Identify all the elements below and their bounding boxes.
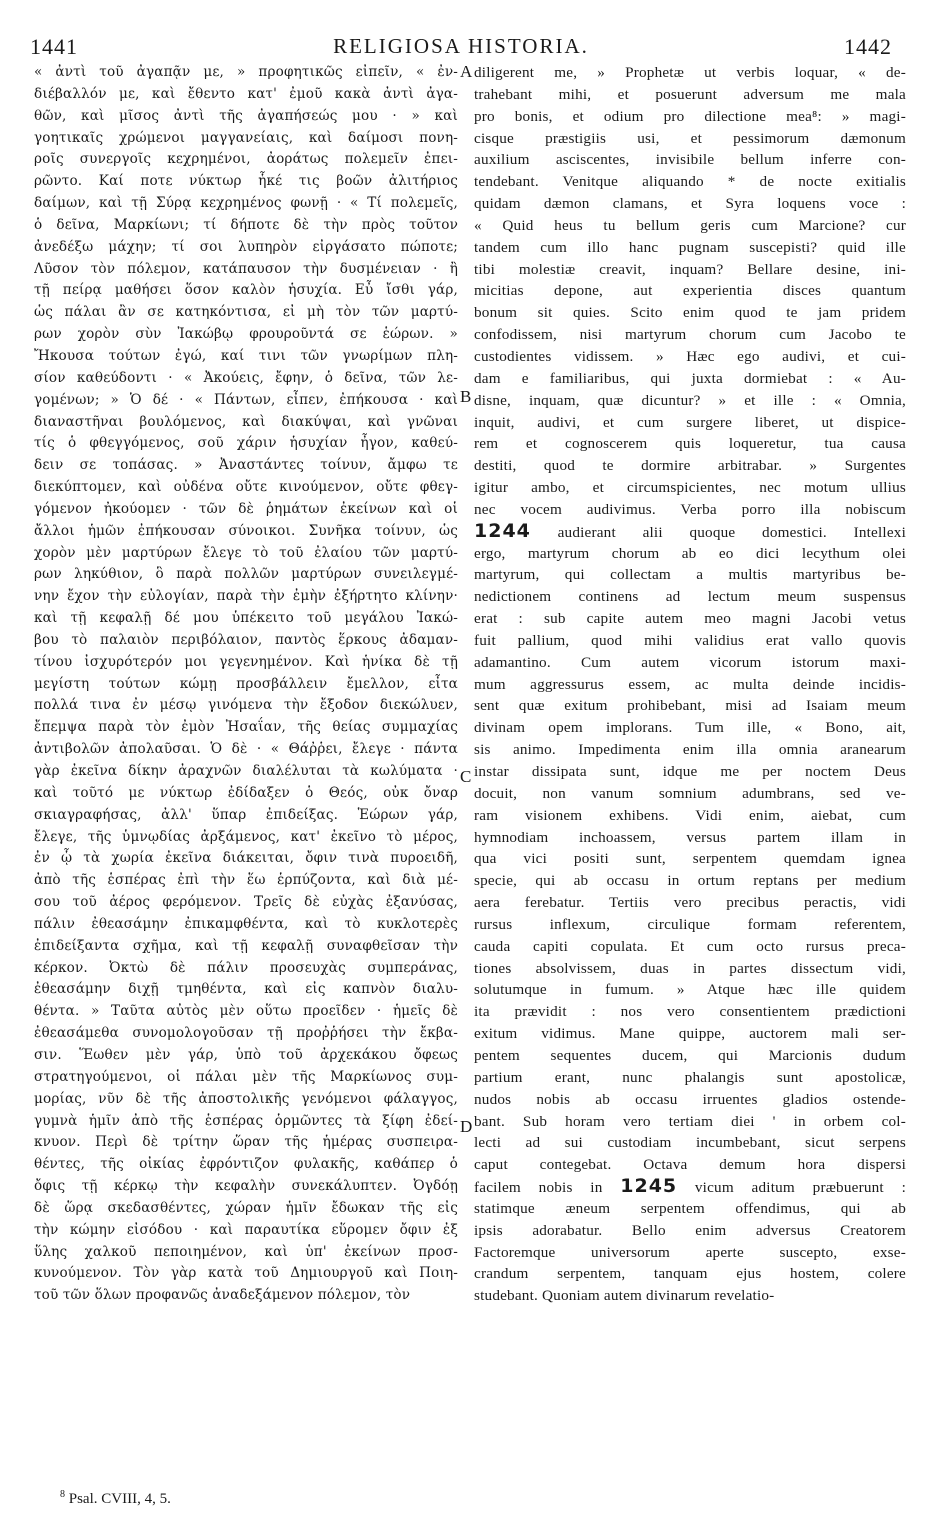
greek-text-line: τίνου ἰσχυρότερόν μοι γεγενημένον. Καὶ ἡνίκα δὲ τῇ: [34, 653, 458, 670]
latin-text-line: inquit, audivi, et cum surgere liberet, ut dispice-: [474, 413, 906, 431]
greek-text-line: διέβαλλόν με, καὶ ἔθεντο κατ' ἐμοῦ κακὰ ἀντὶ ἀγα-: [34, 85, 458, 102]
latin-text-line: ipsis adorabatur. Bello enim adversus Creatorem: [474, 1221, 906, 1239]
greek-text-line: γὰρ ἐκεῖνα δίκην ἀραχνῶν διαλέλυται τὰ κωλύματα ·: [34, 763, 458, 779]
latin-text-line: igitur ambo, et circumspicientes, nec motum ullius: [474, 479, 906, 497]
latin-text-line: tandem cum illo hanc pugnam suscepisti? quid ille: [474, 238, 906, 256]
latin-text-line: micitias depone, aut experientia disces quantum: [474, 282, 906, 300]
greek-text-line: κέρκον. Ὀκτὼ δὲ πάλιν προσευχὰς συμπεράνας,: [34, 959, 458, 976]
latin-text-line: nedictionem continens ad lectum meum suspensus: [474, 588, 906, 606]
latin-text-line: hymnodiam inchoassem, versus partem illam in: [474, 828, 906, 846]
greek-text-line: τῇ πείρᾳ μαθήσει ὅσον καλὸν ἡσυχία. Εὖ ἴσθι γάρ,: [34, 282, 458, 299]
latin-text-line: quidam dæmon clamans, et Syra loquens voce :: [474, 195, 906, 213]
margin-marker-c: C: [460, 767, 472, 786]
latin-text-line: diligerent me, » Prophetæ ut verbis loquar, « de-: [474, 64, 906, 81]
greek-text-line: ρων ληκύθιον, ὃ παρὰ πολλῶν μαρτύρων συνειλεγμέ-: [34, 566, 458, 583]
latin-text-line: facilem nobis in 1245 vicum aditum præbuerunt :: [474, 1176, 906, 1198]
latin-text-line: pro bonis, et odium pro dilectione mea⁸: » magi-: [474, 107, 906, 125]
latin-text-line: aera ferebatur. Tertiis vero precibus peractis, vidi: [474, 894, 906, 912]
greek-text-line: ὡς πάλαι ἂν σε κατηκόντισα, εἰ μὴ τὸν τῶν μαρτύ-: [34, 304, 458, 321]
latin-column: [474, 62, 906, 1307]
greek-text-line: γομένων; » Ὁ δέ · « Πάντων, εἶπεν, ἐπήκουσα · καὶ: [34, 391, 458, 408]
greek-text-line: ἀπὸ τῆς ἑσπέρας ἐπὶ τὴν ἕω ἑρπύζοντα, καὶ διὰ μέ-: [34, 872, 458, 889]
latin-text-line: studebant. Quoniam autem divinarum revelatio-: [474, 1287, 775, 1305]
latin-text-line: erat : sub capite autem meo magni Jacobi vetus: [474, 610, 906, 628]
greek-column: [34, 62, 458, 1307]
greek-text-line: τὴν κώμην εἰσόδου · καὶ παραυτίκα εὕρομεν ὄφιν ἐξ: [34, 1221, 458, 1238]
greek-text-line: ἔπεμψα παρὰ τὸν ἐμὸν Ἠσαΐαν, τῆς θείας συμμαχίας: [34, 719, 458, 736]
greek-text-line: ἐπιδείξαντα σχῆμα, καὶ τῇ κεφαλῇ συναφθεῖσαν τὴν: [34, 937, 458, 954]
latin-text-line: sis animo. Impedimenta enim illa omnia aranearum: [474, 741, 906, 759]
latin-text-line: dam e familiaribus, qui juxta dormiebat : « Au-: [474, 369, 906, 387]
latin-text-line: disne, inquam, quæ dicuntur? » et ille : « Omnia,: [474, 391, 906, 409]
greek-text-line: καὶ τῇ κεφαλῇ δέ μου ὑπέκειτο τοῦ μεγάλου Ἰακώ-: [34, 610, 458, 627]
footnote-mark: 8: [60, 1489, 65, 1500]
margin-marker-b: B: [460, 387, 472, 406]
greek-text-line: ἐν ᾧ τὰ χωρία ἐκεῖνα διάκειται, ὄφιν τινὰ πυροειδῆ,: [34, 850, 458, 867]
latin-text-line: ergo, martyrum chorum ab eo dici lecythum olei: [474, 544, 906, 562]
greek-text-line: θῶν, καὶ μῖσος ἀντὶ τῆς ἀγαπήσεώς μου · » καὶ: [34, 107, 458, 124]
latin-text-line: tendebant. Venitque aliquando * de nocte exitialis: [474, 173, 906, 191]
margin-marker-a: A: [460, 62, 473, 81]
greek-text-line: θέντα. » Ταῦτα αὐτὸς μὲν οὕτω προεῖδεν · ἡμεῖς δὲ: [34, 1003, 458, 1020]
greek-text-line: σκιαγραφήσας, ἀλλ' ὕπαρ ἐπιδείξας. Ἑώρων γάρ,: [34, 806, 458, 823]
greek-text-line: σίον καθεύδοντι · « Ἀκούεις, ἔφην, ὁ δεῖνα, τῶν λε-: [34, 369, 458, 386]
greek-text-line: γοητικαῖς χρώμενοι μαγγανείαις, καὶ δαίμοσι πονη-: [34, 129, 458, 146]
greek-text-line: διαναστῆναι βουλόμενος, καὶ διακύψαι, καὶ γνῶναι: [34, 413, 458, 430]
greek-text-line: ἐθεασάμεθα συνομολογοῦσαν τῇ προῤῥήσει τὴν ἔκβα-: [34, 1025, 458, 1042]
greek-text-line: γυμνὰ ἡμῖν ἀπὸ τῆς ἑσπέρας ὁρμῶντες τὰ ξίφη ἐδεί-: [34, 1112, 458, 1129]
latin-text-line: partium erant, nunc phalangis sunt apostolicæ,: [474, 1068, 906, 1086]
greek-text-line: σιν. Ἕωθεν μὲν γάρ, ὑπὸ τοῦ ἀρχεκάκου ὄφεως: [34, 1046, 458, 1063]
column-number: 1245: [620, 1176, 678, 1198]
latin-text-line: cauda capiti copulata. Et cum octo rursus preca-: [474, 937, 906, 955]
latin-text-line: caput contegebat. Octava demum hora dispersi: [474, 1156, 906, 1174]
greek-text-line: ρῶντο. Καί ποτε νύκτωρ ἧκέ τις βοῶν ἀλιτήριος: [34, 173, 458, 190]
greek-text-line: ἀντιβολῶν ἀπολαῦσαι. Ὁ δὲ · « Θάῤῥει, ἔλεγε · πάντα: [34, 741, 458, 758]
latin-text-line: mum aggressurus essem, ac multa deinde incidis-: [474, 675, 906, 693]
latin-text-line: crandum serpentem, tanquam ejus hostem, colere: [474, 1265, 906, 1283]
greek-text-line: στρατηγούμενοι, οἱ πάλαι μὲν τῆς Μαρκίωνος συμ-: [34, 1068, 458, 1085]
greek-text-line: Ἤκουσα τούτων ἐγώ, καί τινι τῶν γνωρίμων πλη-: [34, 347, 458, 364]
greek-text-line: διεκύπτομεν, καὶ οὐδένα οὔτε κινούμενον, οὔτε φθεγ-: [34, 479, 458, 496]
latin-text-line: custodientes vidissem. » Hæc ego audivi, et cui-: [474, 347, 906, 365]
latin-text-line: solutumque in fumum. » Atque hæc ille quidem: [474, 981, 906, 999]
greek-text-line: ὕλης χαλκοῦ πεποιημένον, καὶ ὑπ' ἐκείνων προσ-: [34, 1243, 458, 1260]
greek-text-line: ἔλεγε, τῆς ὑμνῳδίας ἀρξάμενος, κατ' ἐκεῖνο τὸ μέρος,: [34, 828, 458, 845]
greek-text-line: νην ἔχον τὴν εὐλογίαν, παρὰ τὴν ἐμὴν ἐξήρτητο κλίνην·: [34, 588, 458, 605]
latin-text-line: docuit, non vanum somnium adumbrans, sed ve-: [474, 784, 906, 802]
latin-text-line: Factoremque universorum aperte suscepto, exse-: [474, 1243, 906, 1261]
greek-text-line: θέντες, τῆς οἰκίας ἐφρόντιζον φυλακῆς, καθάπερ ὁ: [34, 1156, 458, 1173]
latin-text-line: instar dissipata sunt, idque me per noctem Deus: [474, 763, 906, 780]
greek-text-line: ρων χορὸν σὺν Ἰακώβῳ φρουροῦντά σε ἑώρων. »: [34, 326, 458, 343]
running-title: RELIGIOSA HISTORIA.: [333, 34, 589, 58]
greek-text-line: σου τοῦ ἀέρος φερόμενον. Τρεῖς δὲ εὐχὰς ἐξανύσας,: [34, 894, 458, 911]
latin-text-line: martyrum, qui collectam a multis martyribus be-: [474, 566, 906, 584]
latin-text-line: pentem sequentes ducem, qui Marcionis dudum: [474, 1046, 906, 1064]
latin-text-line: auxilium asciscentes, invisibile bellum inferre con-: [474, 151, 906, 169]
greek-text-line: Λῦσον τὸν πόλεμον, κατάπαυσον τὴν δυσμένειαν · ἢ: [34, 260, 458, 277]
greek-text-line: βου τὸ παλαιὸν περιβόλαιον, παντὸς ἕρκους ἀδαμαν-: [34, 631, 458, 648]
greek-text-line: ἀνεδέξω μάχην; τί σοι λυπηρὸν εἰργάσατο πώποτε;: [34, 238, 458, 255]
latin-text-line: qua vici positi sunt, serpentem quemdam igneа: [474, 850, 906, 868]
greek-text-line: ἄλλοι ἡμῶν ἐπήκουσαν σύνοικοι. Συνῆκα τοίνυν, ὡς: [34, 522, 458, 539]
latin-text-line: lecti ad sui custodiam incumbebant, sicut serpens: [474, 1134, 906, 1152]
page-number-left: 1441: [30, 34, 78, 59]
latin-text-line: statimque æneum serpentem offendimus, qui ab: [474, 1199, 906, 1217]
latin-text-line: adamantino. Cum autem vicorum istorum maxi-: [474, 653, 906, 671]
latin-text-line: nec vocem audivimus. Verba porro illa nobiscum: [474, 500, 906, 518]
latin-text-line: tiones absolvissem, duas in partes dissectum vidi,: [474, 959, 906, 977]
greek-text-line: μορίας, νῦν δὲ τῆς ἀποστολικῆς γενόμενοι φάλαγγος,: [34, 1090, 458, 1107]
greek-text-line: πάλιν ἐθεασάμην ἐπικαμφθέντα, καὶ τὸ κυκλοτερὲς: [34, 915, 458, 932]
latin-text-line: trahebant mihi, et posuerunt adversum me mala: [474, 85, 906, 103]
greek-text-line: δὲ ὥρᾳ σκεδασθέντες, χώραν ἡμῖν ἔδωκαν τῆς εἰς: [34, 1199, 458, 1216]
latin-text-line: tibi molestiæ creavit, inquam? Bellare desine, ini-: [474, 260, 906, 278]
margin-marker-d: D: [460, 1117, 473, 1136]
latin-text-line: bonum sit quies. Scito enim quod te jam pridem: [474, 304, 906, 322]
column-number: 1244: [474, 520, 531, 542]
latin-text-line: « Quid heus tu bellum geris cum Marcione? cur: [474, 216, 906, 234]
greek-text-line: καὶ τοῦτό με νύκτωρ ἐδίδαξεν ὁ Θεός, οὐκ ὄναρ: [34, 784, 458, 801]
latin-text-line: ram visionem exhibens. Vidi enim, aiebat, cum: [474, 806, 906, 824]
latin-text-line: confodissem, nisi martyrum chorum cum Jacobo te: [474, 326, 906, 344]
greek-text-line: ροῖς συνεργοῖς κεχρημένοι, ἀοράτως πολεμεῖν ἐπει-: [34, 151, 458, 168]
greek-text-line: ἐθεασάμην διχῇ τμηθέντα, καὶ εἰς καπνὸν διαλυ-: [34, 981, 458, 998]
footnote: [60, 1489, 171, 1508]
latin-text-line: specie, qui ab occasu in ortum reptans per medium: [474, 872, 906, 890]
greek-text-line: κνυον. Περὶ δὲ τρίτην ὥραν τῆς ἡμέρας συσπειρα-: [34, 1134, 458, 1151]
latin-text-line: fuit pallium, quod mihi validius erat vallo quovis: [474, 631, 906, 649]
greek-text-line: τίς ὁ φθεγγόμενος, σοῦ χάριν ἡσυχίαν ἦγον, καθεύ-: [34, 435, 458, 452]
latin-text-line: sent quæ exitum prohibebant, misi ad Isaiam meum: [474, 697, 906, 715]
greek-text-line: δαίμων, καὶ τῇ Σύρᾳ κεχρημένος φωνῇ · « Τί πολεμεῖς,: [34, 195, 458, 212]
latin-text-line: nudos nobis ab occasu irruentes gladios ostende-: [474, 1090, 906, 1108]
greek-text-line: πολλά τινα ἐν μέσῳ γινόμενα τὴν ἔξοδον διεκώλυεν,: [34, 697, 458, 714]
latin-text-line: exitum vidimus. Mane quippe, auctorem mali ser-: [474, 1025, 906, 1043]
greek-text-line: « ἀντὶ τοῦ ἀγαπᾷν με, » προφητικῶς εἰπεῖν, « ἐν-: [34, 64, 458, 80]
page-number-right: 1442: [844, 34, 892, 59]
latin-text-line: divinam opem implorans. Tum ille, « Bono, ait,: [474, 719, 906, 737]
latin-text-line: ita prævidit : nos vero consentientem prædictioni: [474, 1003, 906, 1021]
greek-text-line: τοῦ τῶν ὅλων προφανῶς ἀναδεξάμενον πόλεμον, τὸν: [34, 1287, 411, 1304]
running-header: [30, 34, 892, 64]
latin-text-line: rem et cognoscerem quis loqueretur, tua causa: [474, 435, 906, 453]
greek-text-line: κυνούμενον. Τὸν γὰρ κατὰ τοῦ Δημιουργοῦ καὶ Ποιη-: [34, 1265, 458, 1282]
greek-text-line: μεγίστη τούτων κώμῃ προσβάλλειν ἔμελλον, εἶτα: [34, 675, 458, 692]
latin-text-line: bant. Sub horam vero tertiam diei ' in orbem col-: [474, 1112, 906, 1130]
footnote-text: Psal. CVIII, 4, 5.: [68, 1491, 171, 1507]
latin-text-line: cisque præstigiis usi, et pessimorum dæmonum: [474, 129, 906, 147]
latin-text-line: rursus inflexum, circulique formam referentem,: [474, 915, 906, 933]
greek-text-line: γόμενον ἠκούομεν · τῶν δὲ ῥημάτων ἐκείνων καὶ οἱ: [34, 500, 458, 517]
greek-text-line: ὄφις τῇ κέρκῳ τὴν κεφαλὴν συνεκάλυπτεν. Ὀγδόῃ: [34, 1178, 458, 1195]
greek-text-line: χορὸν μὲν μαρτύρων ἔλεγε τὸ τοῦ ἐλαίου τῶν μαρτύ-: [34, 544, 458, 561]
greek-text-line: ὁ δεῖνα, Μαρκίωνι; τί δήποτε δὲ τὴν πρὸς τοῦτον: [34, 216, 458, 233]
latin-text-line: destiti, quod te dormire arbitrabar. » Surgentes: [474, 457, 906, 475]
latin-text-line: 1244 audierant alii quoque domestici. Intellexi: [474, 520, 906, 542]
greek-text-line: δειν σε τοπάσας. » Ἀναστάντες τοίνυν, ἄμφω τε: [34, 457, 458, 474]
